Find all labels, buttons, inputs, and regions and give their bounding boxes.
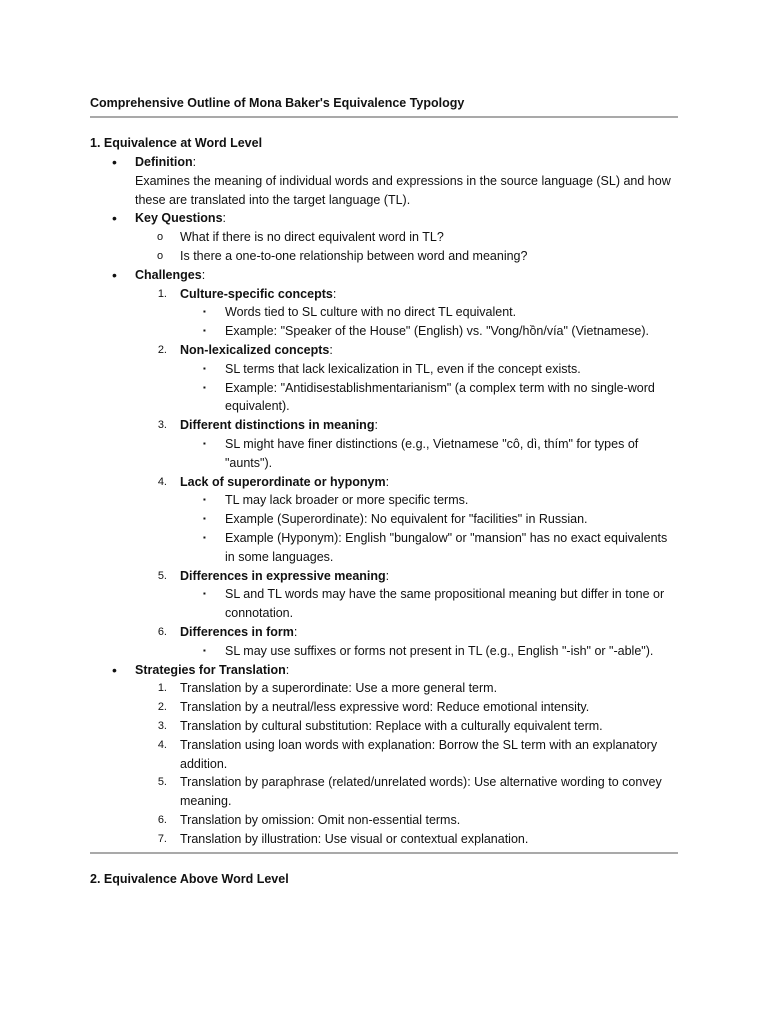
definition-item (90, 153, 678, 172)
key-questions-item (90, 209, 678, 228)
square-marker: ▪ (203, 495, 206, 505)
square-marker: ▪ (203, 589, 206, 599)
section-divider (90, 852, 678, 854)
bullet-marker: • (112, 266, 117, 283)
challenge-point (90, 303, 678, 322)
list-number: 2. (157, 701, 167, 714)
challenge-point-text: SL might have finer distinctions (e.g., Vietnamese "cô, dì, thím" for types of "aunts"). (225, 436, 639, 470)
document-page (90, 94, 678, 889)
list-number: 1. (157, 682, 167, 695)
list-number: 5. (157, 776, 167, 789)
strategy-item (90, 698, 678, 717)
square-marker: ▪ (203, 363, 206, 373)
list-number: 6. (157, 625, 167, 638)
strategy-item (90, 773, 678, 811)
label-colon: : (222, 211, 227, 226)
strategy-text: Translation by a superordinate: Use a more general term. (180, 681, 498, 696)
label-colon: : (385, 568, 390, 583)
strategies-label: Strategies for Translation (135, 662, 286, 677)
list-number: 3. (157, 419, 167, 432)
challenges-item (90, 266, 678, 285)
square-marker: ▪ (203, 307, 206, 317)
challenge-point-text: TL may lack broader or more specific terms. (225, 493, 469, 508)
challenge-item (90, 416, 678, 435)
challenge-point (90, 585, 678, 623)
label-colon: : (374, 418, 378, 433)
challenge-item (90, 567, 678, 586)
challenge-point-text: Example (Hyponym): English "bungalow" or "mansion" has no exact equivalents in some languages. (225, 530, 668, 564)
challenge-point-text: Example: "Antidisestablishmentarianism" (a complex term with no single-word equivalent). (225, 380, 655, 414)
challenge-point-text: Words tied to SL culture with no direct TL equivalent. (225, 305, 517, 320)
circle-marker: o (157, 249, 164, 262)
strategy-text: Translation by a neutral/less expressive word: Reduce emotional intensity. (180, 700, 590, 715)
key-question-text: Is there a one-to-one relationship between word and meaning? (180, 248, 528, 263)
square-marker: ▪ (203, 532, 206, 542)
label-colon: : (285, 662, 290, 677)
label-colon: : (332, 286, 337, 301)
challenge-title: Culture-specific concepts (180, 286, 333, 301)
bullet-marker: • (112, 661, 117, 678)
list-number: 4. (157, 475, 167, 488)
challenge-item (90, 341, 678, 360)
challenge-title: Differences in expressive meaning (180, 568, 386, 583)
strategy-item (90, 830, 678, 849)
challenge-title: Differences in form (180, 624, 294, 639)
title-divider (90, 116, 678, 118)
square-marker: ▪ (203, 645, 206, 655)
strategy-item (90, 736, 678, 774)
document-title: Comprehensive Outline of Mona Baker's Equivalence Typology (90, 96, 465, 110)
challenge-point-text: Example: "Speaker of the House" (English) vs. "Vong/hồn/vía" (Vietnamese). (225, 324, 649, 339)
challenge-point (90, 360, 678, 379)
label-colon: : (192, 155, 197, 169)
strategy-text: Translation by omission: Omit non-essential terms. (180, 812, 461, 827)
challenge-title: Non-lexicalized concepts (180, 342, 330, 357)
circle-marker: o (157, 231, 164, 244)
challenge-title: Lack of superordinate or hyponym (180, 474, 386, 489)
definition-text: Examines the meaning of individual words and expressions in the source language (SL) and how these are translated into the target language (TL). (135, 173, 671, 207)
challenge-title: Different distinctions in meaning (180, 418, 375, 433)
strategy-text: Translation by cultural substitution: Replace with a culturally equivalent term. (180, 718, 603, 733)
challenge-point (90, 510, 678, 529)
square-marker: ▪ (203, 438, 206, 448)
challenge-point-text: SL may use suffixes or forms not present in TL (e.g., English "-ish" or "-able"). (225, 643, 654, 658)
challenge-point (90, 642, 678, 661)
challenge-point (90, 322, 678, 341)
key-question-item (90, 228, 678, 247)
section-heading-word-level: 1. Equivalence at Word Level (90, 136, 263, 150)
strategy-text: Translation by paraphrase (related/unrelated words): Use alternative wording to convey meaning. (180, 775, 662, 809)
strategies-item (90, 661, 678, 680)
list-number: 7. (157, 832, 167, 845)
list-number: 4. (157, 738, 167, 751)
challenge-item (90, 623, 678, 642)
strategy-text: Translation using loan words with explanation: Borrow the SL term with an explanatory addition. (180, 737, 658, 771)
label-colon: : (329, 342, 333, 357)
challenge-point (90, 379, 678, 417)
square-marker: ▪ (203, 514, 206, 524)
challenges-label: Challenges (135, 267, 202, 282)
strategy-item (90, 717, 678, 736)
square-marker: ▪ (203, 382, 206, 392)
label-colon: : (201, 267, 206, 282)
challenge-point-text: SL terms that lack lexicalization in TL, even if the concept exists. (225, 361, 581, 376)
square-marker: ▪ (203, 326, 206, 336)
challenge-point-text: SL and TL words may have the same propositional meaning but differ in tone or connotation. (225, 587, 665, 621)
list-number: 1. (157, 287, 167, 300)
challenge-point-text: Example (Superordinate): No equivalent for "facilities" in Russian. (225, 512, 588, 527)
label-colon: : (385, 474, 390, 489)
list-number: 5. (157, 569, 167, 582)
challenge-point (90, 435, 678, 473)
challenge-point (90, 491, 678, 510)
strategy-item (90, 811, 678, 830)
list-number: 3. (157, 719, 167, 732)
bullet-marker: • (112, 154, 117, 170)
section-heading-above-word-level: 2. Equivalence Above Word Level (90, 872, 289, 887)
challenge-item (90, 473, 678, 492)
list-number: 2. (157, 343, 167, 356)
challenge-item (90, 285, 678, 304)
challenge-point (90, 529, 678, 567)
strategy-text: Translation by illustration: Use visual or contextual explanation. (180, 831, 529, 846)
bullet-marker: • (112, 210, 117, 227)
definition-label: Definition (135, 155, 193, 169)
label-colon: : (293, 624, 298, 639)
key-question-item (90, 247, 678, 266)
list-number: 6. (157, 813, 167, 826)
strategy-item (90, 679, 678, 698)
key-questions-label: Key Questions (135, 211, 223, 226)
key-question-text: What if there is no direct equivalent word in TL? (180, 230, 444, 245)
